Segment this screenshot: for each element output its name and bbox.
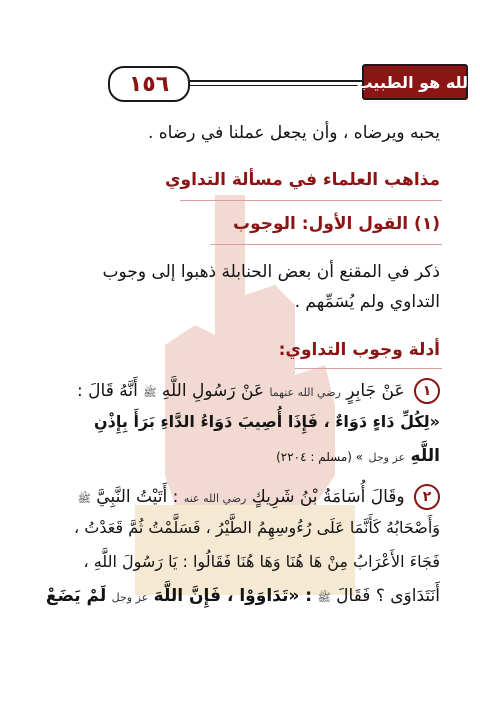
honorific: رضي الله عنه (183, 492, 247, 505)
page-number-frame (108, 66, 190, 102)
heading-rule (210, 244, 442, 245)
page-header (0, 60, 480, 110)
hadith-text: : «تَدَاوَوْا ، فَإِنَّ اللَّهَ (153, 586, 313, 606)
hadith-text: اللَّهِ (410, 446, 440, 466)
hadith-text: وقَالَ أُسَامَةُ بْنُ شَرِيكٍ (251, 487, 405, 507)
hadith-text: أَنَتَدَاوَى ؟ فَقَالَ (336, 586, 440, 606)
hadith-text: عَنْ جَابِرٍ (346, 381, 405, 401)
heading-rule (180, 200, 442, 201)
hadith-text: : أَتَيْتُ النَّبِيَّ (96, 487, 179, 507)
heading-rule (295, 368, 442, 369)
text-line: يحبه ويرضاه ، وأن يجعل عملنا في رضاه . (147, 123, 440, 143)
hadith-text: لَمْ يَضَعْ (45, 586, 107, 606)
hadith-line: «لِكُلِّ دَاءٍ دَوَاءٌ ، فَإِذَا أُصِيبَ دَوَاءُ الدَّاءِ بَرَأَ بِإِذْنِ (94, 412, 440, 431)
hadith-line: فَجَاءَ الأَعْرَابُ مِنْ هَا هُنَا وَهَا هُنَا فَقَالُوا : يَا رَسُولَ اللَّهِ ، (83, 552, 440, 571)
text-line: ذكر في المقنع أن بعض الحنابلة ذهبوا إلى وجوب (102, 262, 440, 282)
hadith-number: ٢ (414, 484, 440, 510)
honorific: عز وجل (368, 451, 406, 464)
hadith-text: عَنْ رَسُولِ اللَّهِ (161, 381, 265, 401)
honorific: ﷺ (77, 492, 91, 505)
section-heading: (١) القول الأول: الوجوب (232, 214, 440, 234)
hadith-line (276, 446, 440, 466)
header-rule (180, 80, 370, 86)
book-title: الله هو الطبيب (356, 72, 474, 92)
honorific: ﷺ (143, 386, 157, 399)
section-heading: مذاهب العلماء في مسألة التداوي (164, 170, 440, 190)
hadith-reference: » (مسلم : ٢٢٠٤) (276, 450, 364, 464)
section-heading: أدلة وجوب التداوي: (278, 340, 440, 360)
hadith-line (78, 484, 440, 510)
honorific: عز وجل (111, 591, 149, 604)
book-title-frame (356, 64, 474, 100)
text-line: التداوي ولم يُسَمِّهم . (294, 292, 440, 312)
honorific: رضي الله عنهما (269, 386, 341, 399)
hadith-line (46, 586, 440, 607)
hadith-number: ١ (414, 378, 440, 404)
page-number: ١٥٦ (128, 71, 170, 97)
hadith-line (77, 378, 440, 404)
hadith-line: وَأَصْحَابُهُ كَأَنَّمَا عَلَى رُءُوسِهِمُ الطَّيْرُ ، فَسَلَّمْتُ ثُمَّ قَعَدْتُ ، (74, 518, 440, 537)
honorific: ﷺ (317, 591, 331, 604)
hadith-text: أَنَّهُ قَالَ : (77, 381, 138, 401)
